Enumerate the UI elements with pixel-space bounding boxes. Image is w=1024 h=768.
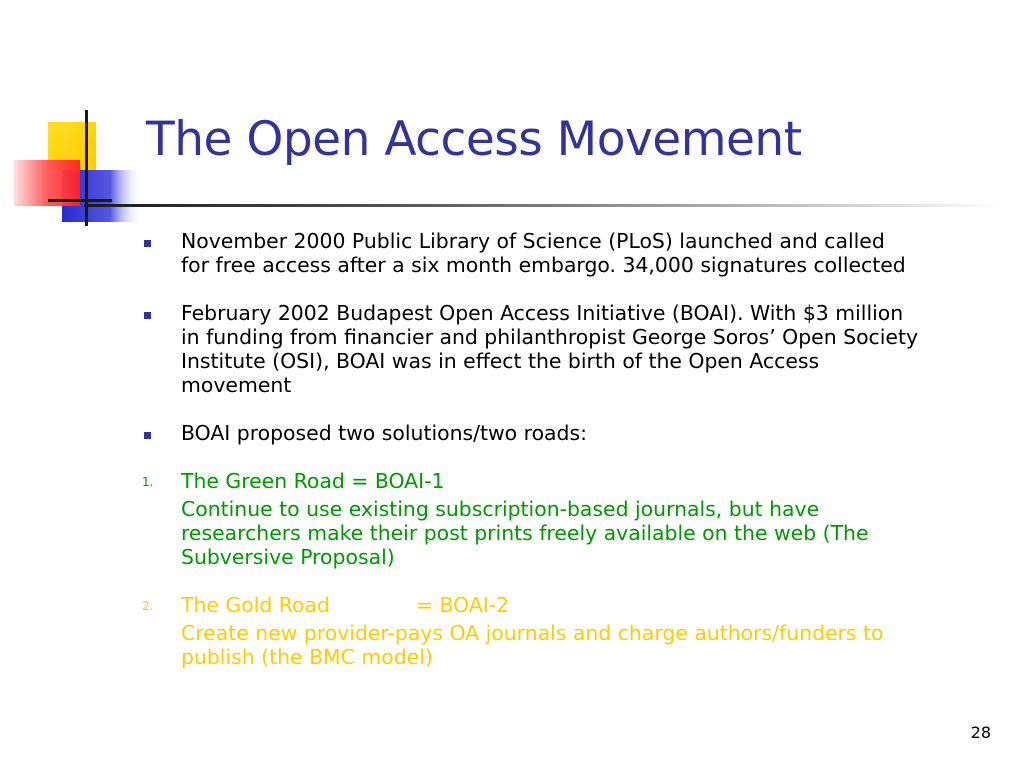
text-line: researchers make their post prints freely available on the web (The <box>181 521 869 545</box>
bullet-text <box>181 229 1010 277</box>
road-description <box>140 497 1010 569</box>
square-bullet-icon <box>144 312 151 319</box>
text-line: Subversive Proposal) <box>181 545 395 569</box>
road-title-right: = BOAI-2 <box>415 593 510 617</box>
page-number: 28 <box>970 723 991 742</box>
bullet-item <box>140 421 1010 445</box>
bullet-item <box>140 229 1010 277</box>
text-line: for free access after a six month embargo. 34,000 signatures collected <box>181 253 906 277</box>
text-line: Continue to use existing subscription-based journals, but have <box>181 497 820 521</box>
slide-body <box>140 229 1010 669</box>
slide-logo-graphic <box>0 100 150 230</box>
text-line: February 2002 Budapest Open Access Initiative (BOAI). With $3 million <box>181 301 904 325</box>
logo-horizontal-line <box>48 199 112 202</box>
text-line: in funding from financier and philanthropist George Soros’ Open Society <box>181 325 919 349</box>
text-line: Institute (OSI), BOAI was in effect the birth of the Open Access <box>181 349 820 373</box>
square-bullet-icon <box>144 240 151 247</box>
numbered-item-green-road <box>140 469 1010 493</box>
bullet-item <box>140 301 1010 397</box>
list-number: 2. <box>142 599 154 613</box>
numbered-item-gold-road <box>140 593 1010 617</box>
text-line: movement <box>181 373 292 397</box>
road-title: The Green Road = BOAI-1 <box>181 469 445 493</box>
road-title <box>181 593 1010 617</box>
road-description <box>140 621 1010 669</box>
bullet-text <box>181 421 1010 445</box>
list-number: 1. <box>142 475 154 489</box>
title-underline <box>84 204 1004 207</box>
slide-title: The Open Access Movement <box>146 112 802 167</box>
square-bullet-icon <box>144 432 151 439</box>
text-line: publish (the BMC model) <box>181 645 433 669</box>
text-line: BOAI proposed two solutions/two roads: <box>181 421 587 445</box>
road-title-left: The Gold Road <box>181 593 330 617</box>
logo-vertical-line <box>85 110 88 226</box>
text-line: November 2000 Public Library of Science (PLoS) launched and called <box>181 229 885 253</box>
text-line: Create new provider-pays OA journals and charge authors/funders to <box>181 621 884 645</box>
bullet-text <box>181 301 1010 397</box>
